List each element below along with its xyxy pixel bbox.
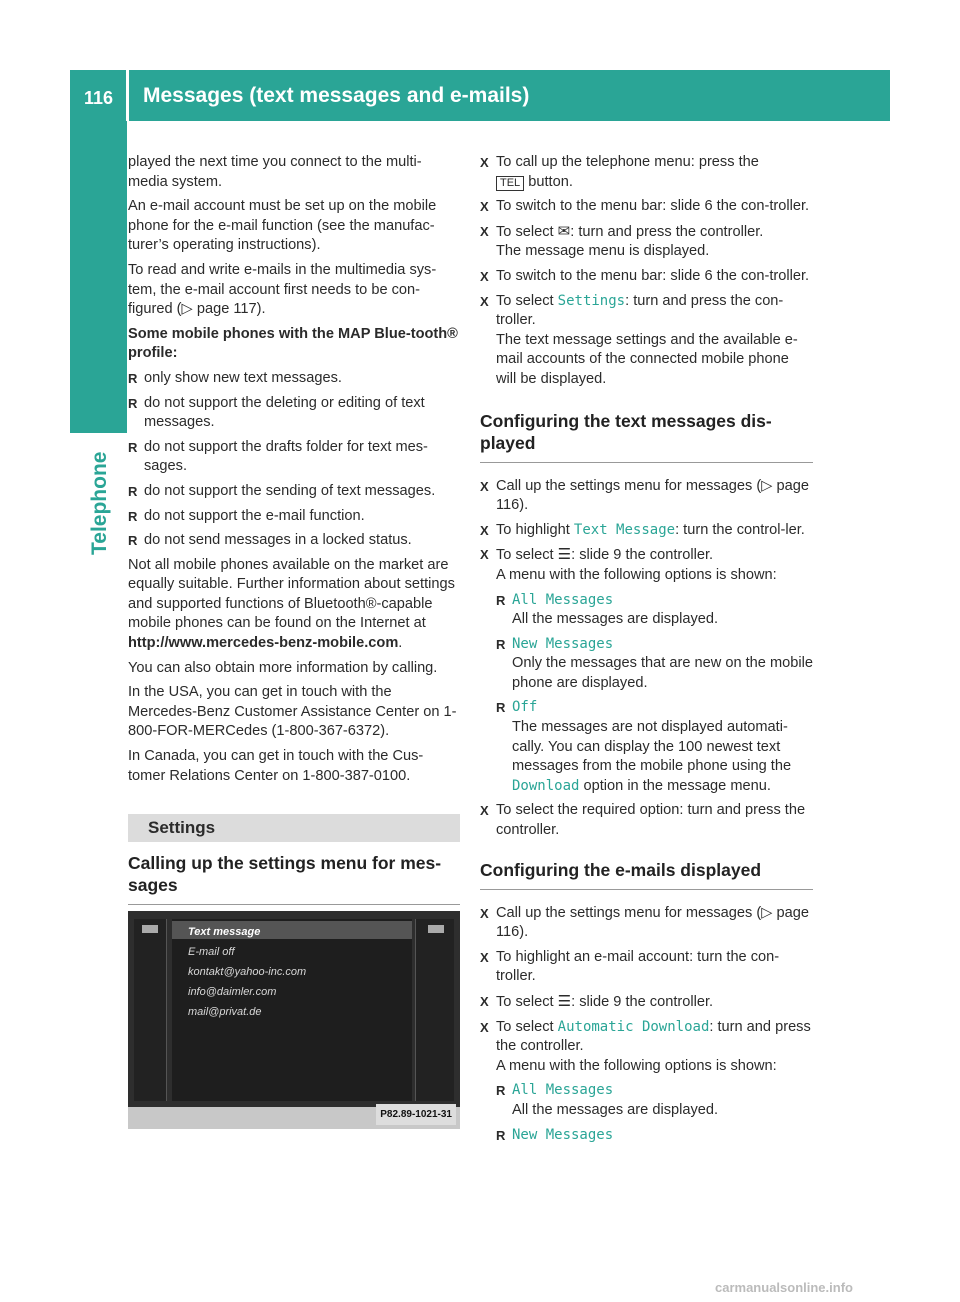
screen-right-panel [415, 919, 454, 1101]
page-reference[interactable]: page 116 [496, 904, 810, 941]
screen-item: Text message [188, 926, 261, 939]
list-item: R do not support the sending of text messages. [128, 482, 460, 502]
arrow-icon: ▷ [181, 301, 193, 318]
subheading: Some mobile phones with the MAP Blue-tooth® profile: [128, 325, 458, 362]
side-tab [70, 121, 127, 433]
watermark: carmanualsonline.info [715, 1280, 853, 1295]
paragraph: played the next time you connect to the multi-media system. [128, 154, 422, 190]
screenshot-figure [128, 911, 460, 1129]
step: X To select ☰: slide 9 the controller. [480, 992, 813, 1013]
left-column [128, 153, 460, 1129]
list-item: R All Messages All the messages are displayed. [496, 591, 813, 630]
paragraph: To read and write e-mails in the multimedia sys-tem, the e-mail account first needs to be con-figured (▷ page 117). [128, 261, 437, 318]
tel-key-icon: TEL [496, 176, 524, 191]
screen-item: E-mail off [188, 946, 235, 959]
paragraph: In Canada, you can get in touch with the Cus-tomer Relations Center on 1-800-387-0100. [128, 748, 424, 784]
step: X To switch to the menu bar: slide 6 the con-troller. [480, 267, 813, 287]
page-reference[interactable]: page 117 [196, 301, 257, 318]
section-heading: Configuring the text messages dis-played [480, 410, 772, 453]
divider [480, 462, 813, 463]
menu-icon [428, 925, 444, 933]
website-link[interactable]: http://www.mercedes-benz-mobile.com [128, 635, 399, 652]
figure-code: P82.89-1021-31 [376, 1104, 456, 1126]
paragraph: You can also obtain more information by calling. [128, 659, 438, 676]
section-bar: Settings [128, 814, 460, 842]
list-item: R do not support the e-mail function. [128, 507, 460, 527]
step: X Call up the settings menu for messages (▷ page 116). [480, 477, 813, 516]
list-item: R do not send messages in a locked status. [128, 531, 460, 551]
step: X To select the required option: turn and press the controller. [480, 801, 813, 840]
screen-item: info@daimler.com [188, 986, 277, 999]
list-item: R New Messages [496, 1126, 813, 1146]
list-item: R All Messages All the messages are displayed. [496, 1081, 813, 1120]
section-heading: Calling up the settings menu for mes-sages [128, 853, 442, 896]
step: X To highlight Text Message: turn the control-ler. [480, 521, 813, 541]
screen-menu [172, 919, 412, 1101]
step: X To select ☰: slide 9 the controller. A menu with the following options is shown: [480, 545, 813, 585]
screen-item: mail@privat.de [188, 1006, 262, 1019]
option-automatic-download: Automatic Download [557, 1018, 710, 1035]
page-reference[interactable]: page 116 [496, 477, 810, 514]
paragraph: In the USA, you can get in touch with the Mercedes-Benz Customer Assistance Center on 1-800-FOR-MERCedes (1-800-367-6372). [128, 684, 457, 740]
divider [128, 904, 460, 905]
list-item: R do not support the drafts folder for text mes-sages. [128, 438, 460, 477]
step: X Call up the settings menu for messages (▷ page 116). [480, 904, 813, 943]
step: X To call up the telephone menu: press the TEL button. [480, 153, 813, 192]
step: X To select Automatic Download: turn and press the controller. A menu with the following options is shown: [480, 1018, 813, 1077]
list-item: R Off The messages are not displayed automati-cally. You can display the 100 newest text messages from the mobile phone using the Download option in the message menu. [496, 698, 813, 796]
step: X To select Settings: turn and press the con-troller. The text message settings and the available e-mail accounts of the connected mobile phone will be displayed. [480, 292, 813, 390]
step: X To select ✉: turn and press the controller. The message menu is displayed. [480, 222, 813, 262]
list-item: R do not support the deleting or editing of text messages. [128, 394, 460, 433]
screen-item: kontakt@yahoo-inc.com [188, 966, 307, 979]
side-label: Telephone [88, 451, 111, 555]
step: X To highlight an e-mail account: turn the con-troller. [480, 948, 813, 987]
arrow-icon: ▷ [761, 904, 773, 921]
page-number: 116 [84, 88, 114, 108]
screen-left-panel [134, 919, 167, 1101]
step: X To switch to the menu bar: slide 6 the con-troller. [480, 197, 813, 217]
list-item: R New Messages Only the messages that are new on the mobile phone are displayed. [496, 635, 813, 694]
menu-icon: ☰ [557, 993, 572, 1010]
paragraph: An e-mail account must be set up on the mobile phone for the e-mail function (see the manufac-turer’s operating instructions). [128, 198, 437, 254]
right-column [480, 153, 813, 1150]
option-settings: Settings [557, 292, 626, 309]
menu-icon: ☰ [557, 546, 572, 564]
section-heading: Configuring the e-mails displayed [480, 859, 762, 880]
arrow-icon: ▷ [761, 477, 773, 494]
list-item: R only show new text messages. [128, 369, 460, 389]
envelope-icon: ✉ [557, 222, 571, 240]
back-icon [142, 925, 158, 933]
header-divider [126, 70, 129, 121]
page-title: Messages (text messages and e-mails) [143, 84, 530, 107]
divider [480, 889, 813, 890]
paragraph: Not all mobile phones available on the market are equally suitable. Further information about settings and supported functions of Bluetooth®-capable mobile phones can be found on the Internet at http://www.mercedes-benz-mobile.com. [128, 556, 455, 652]
option-text-message: Text Message [573, 521, 676, 538]
